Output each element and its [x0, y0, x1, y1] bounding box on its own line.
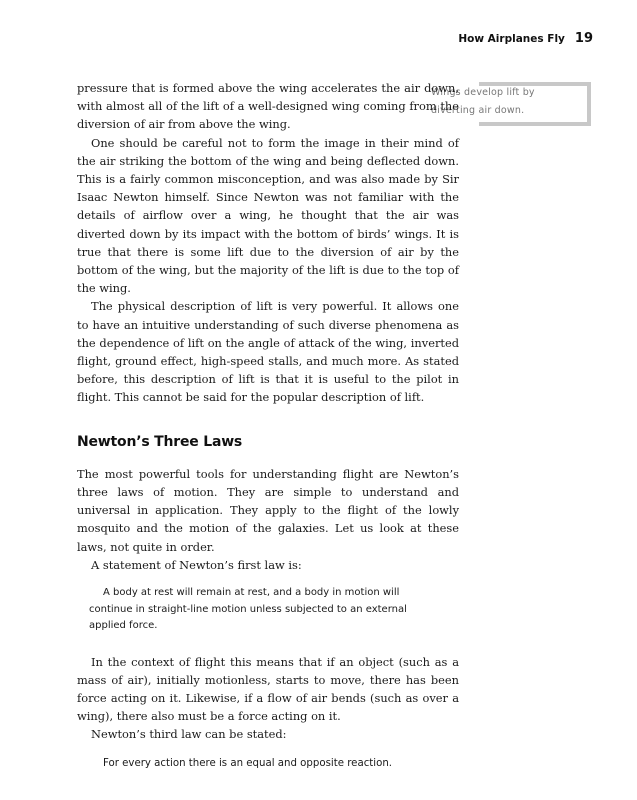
margin-note-text: Wings develop lift by diverting air down. — [431, 87, 535, 116]
paragraph: The physical description of lift is very powerful. It allows one to have an intuitive understanding of such diverse phenomena as the dependence of lift on the angle of attack of the wing, inverted flight, ground effect, high-speed stalls, and much more. As stated before, this description of lift is that it is useful to the pilot in flight. This cannot be said for the popular description of lift. — [77, 299, 459, 405]
block-quote-first-law: A body at rest will remain at rest, and a body in motion will continue in straight-line motion unless subjected to an external applied force. — [89, 587, 407, 632]
block-quote-third-law: For every action there is an equal and opposite reaction. — [103, 757, 393, 769]
paragraph: One should be careful not to form the image in their mind of the air striking the bottom of the wing and being deflected down. This is a fairly common misconception, and was also made by Sir Isaac Newton himself. Since Newton was not familiar with the details of airflow over a wing, he thought that the air was diverted down by its impact with the bottom of birds’ wings. It is true that there is some lift due to the diversion of air by the bottom of the wing, but the majority of the lift is due to the top of the wing. — [77, 135, 459, 296]
paragraph: Newton’s third law can be stated: — [91, 727, 287, 742]
paragraph: In the context of flight this means that if an object (such as a mass of air), initially motionless, starts to move, there has been force acting on it. Likewise, if a flow of air bends (such as over a wing), there also must be a force acting on it. — [77, 654, 459, 724]
running-header — [458, 31, 593, 46]
paragraph: The most powerful tools for understanding flight are Newton’s three laws of motion. They are simple to understand and universal in application. They apply to the flight of the lowly mosquito and the motion of the galaxies. Let us look at these laws, not quite in order. — [77, 466, 459, 554]
paragraph: A statement of Newton’s first law is: — [91, 557, 302, 572]
paragraph: pressure that is formed above the wing accelerates the air down, with almost all of the lift of a well-designed wing coming from the diversion of air from above the wing. — [77, 81, 459, 132]
page-number: 19 — [574, 31, 593, 46]
running-title: How Airplanes Fly — [458, 33, 565, 45]
section-heading: Newton’s Three Laws — [77, 433, 243, 450]
body-text — [77, 79, 459, 772]
